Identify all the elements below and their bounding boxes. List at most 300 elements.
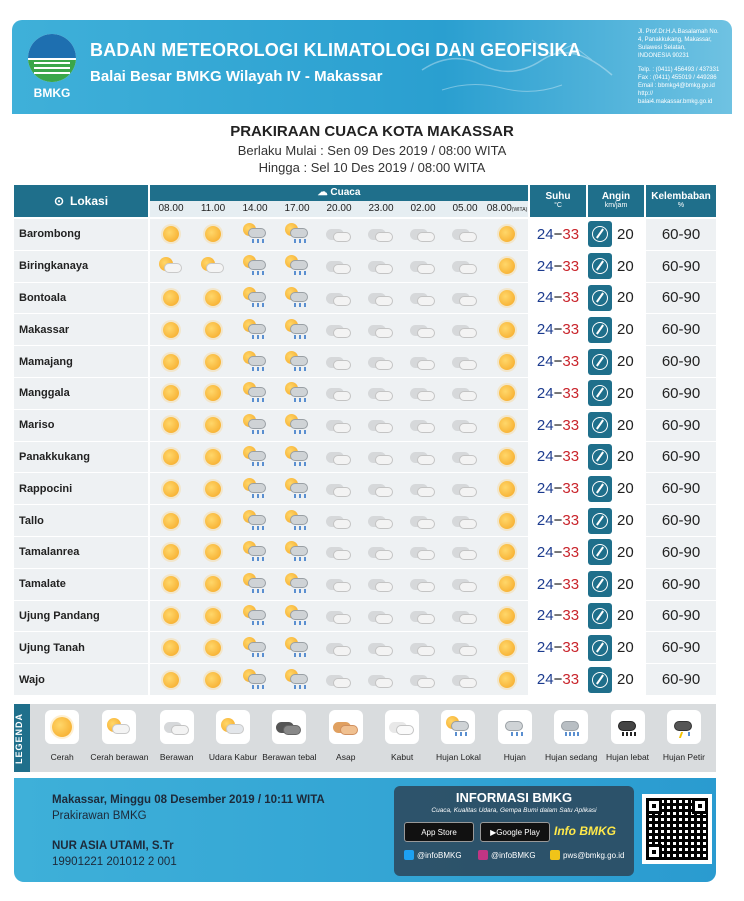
wind xyxy=(588,569,644,600)
weather-cell xyxy=(444,543,486,561)
humidity: 60-90 xyxy=(646,664,716,695)
hour-labels xyxy=(150,201,528,217)
weather-icons xyxy=(150,314,528,345)
table-row xyxy=(14,410,716,442)
weather-cell xyxy=(318,289,360,307)
cloudy-icon xyxy=(326,575,352,593)
temperature: 24 − 33 xyxy=(530,283,586,314)
weather-cell xyxy=(234,287,276,309)
location-name: Wajo xyxy=(14,664,148,695)
weather-icons xyxy=(150,569,528,600)
weather-cell xyxy=(150,417,192,433)
weather-cell xyxy=(444,575,486,593)
cloudy-icon xyxy=(410,671,436,689)
temp-min: 24 xyxy=(536,448,554,466)
weather-cell xyxy=(150,608,192,624)
cloudy-icon xyxy=(326,512,352,530)
wind-speed: 20 xyxy=(617,639,634,657)
sunny-icon xyxy=(163,354,179,370)
sunny-icon xyxy=(163,322,179,338)
light-rain-icon xyxy=(285,319,309,341)
temp-max: 33 xyxy=(562,416,580,434)
weather-cell xyxy=(486,385,528,401)
sunny-icon xyxy=(499,322,515,338)
light-rain-icon xyxy=(285,446,309,468)
table-row xyxy=(14,537,716,569)
compass-icon xyxy=(588,603,612,629)
issued-date: Makassar, Minggu 08 Desember 2019 / 10:11 WITA xyxy=(52,794,325,806)
location-name: Tamalate xyxy=(14,569,148,600)
temp-min: 24 xyxy=(536,512,554,530)
hour-label: 08.00 xyxy=(158,203,184,214)
thunderstorm-icon xyxy=(672,716,696,738)
weather-cell xyxy=(150,385,192,401)
header-banner xyxy=(12,20,732,114)
location-name: Ujung Tanah xyxy=(14,632,148,663)
temp-min: 24 xyxy=(536,416,554,434)
haze-icon xyxy=(221,718,245,736)
weather-cell xyxy=(486,544,528,560)
humidity: 60-90 xyxy=(646,505,716,536)
sunny-icon xyxy=(205,322,221,338)
weather-cell xyxy=(150,544,192,560)
suhu-unit: °C xyxy=(554,202,562,209)
weather-cell xyxy=(192,449,234,465)
valid-from: Berlaku Mulai : Sen 09 Des 2019 / 08:00 WITA xyxy=(237,143,507,158)
humidity: 60-90 xyxy=(646,314,716,345)
weather-icons xyxy=(150,632,528,663)
smoke-icon xyxy=(333,718,359,736)
weather-cell xyxy=(444,512,486,530)
sunny-icon xyxy=(499,544,515,560)
compass-icon xyxy=(588,667,612,693)
weather-cell xyxy=(360,639,402,657)
temperature: 24 − 33 xyxy=(530,505,586,536)
weather-cell xyxy=(150,513,192,529)
temp-min: 24 xyxy=(536,257,554,275)
weather-cell xyxy=(234,382,276,404)
info-bmkg-app-label: Info BMKG xyxy=(554,824,616,838)
info-title: INFORMASI BMKG xyxy=(455,790,573,805)
forecaster-nip: 19901221 201012 2 001 xyxy=(52,856,177,868)
light-rain-icon xyxy=(285,637,309,659)
wind xyxy=(588,537,644,568)
light-rain-icon xyxy=(285,669,309,691)
wind xyxy=(588,664,644,695)
weather-cell xyxy=(234,255,276,277)
app-store-button[interactable]: App Store xyxy=(404,822,474,842)
weather-cell xyxy=(192,385,234,401)
weather-cell xyxy=(234,510,276,532)
table-row xyxy=(14,569,716,601)
address-line: INDONESIA 90231 xyxy=(638,53,690,59)
weather-cell xyxy=(318,353,360,371)
weather-cell xyxy=(318,225,360,243)
legend-item xyxy=(205,710,261,762)
weather-cell xyxy=(360,607,402,625)
cloudy-icon xyxy=(368,448,394,466)
cloudy-icon xyxy=(326,416,352,434)
weather-cell xyxy=(276,669,318,691)
weather-cell xyxy=(360,353,402,371)
compass-icon xyxy=(588,317,612,343)
weather-cell xyxy=(402,225,444,243)
weather-icon: ☁ xyxy=(317,187,331,198)
temperature: 24 − 33 xyxy=(530,537,586,568)
weather-cell xyxy=(402,543,444,561)
light-rain-icon xyxy=(285,351,309,373)
cloudy-icon xyxy=(326,353,352,371)
legend-icon-box xyxy=(385,710,419,744)
temp-max: 33 xyxy=(562,575,580,593)
phone-line: Telp. : (0411) 456493 / 437331 xyxy=(638,67,720,73)
sunny-icon xyxy=(52,717,72,737)
temp-min: 24 xyxy=(536,321,554,339)
wind-speed: 20 xyxy=(617,353,634,371)
wind-speed: 20 xyxy=(617,416,634,434)
weather-cell xyxy=(150,290,192,306)
location-name: Biringkanaya xyxy=(14,251,148,282)
weather-cell xyxy=(486,608,528,624)
legend-icon-box xyxy=(611,710,645,744)
weather-cell xyxy=(234,573,276,595)
cloudy-icon xyxy=(452,384,478,402)
temp-max: 33 xyxy=(562,480,580,498)
table-row xyxy=(14,251,716,283)
temp-max: 33 xyxy=(562,289,580,307)
legend-label: Cerah berawan xyxy=(90,752,149,762)
cloudy-icon xyxy=(452,289,478,307)
wind-speed: 20 xyxy=(617,448,634,466)
light-rain-icon xyxy=(243,669,267,691)
weather-cell xyxy=(360,448,402,466)
weather-cell xyxy=(192,226,234,242)
weather-cell xyxy=(150,640,192,656)
cloudy-icon xyxy=(368,416,394,434)
weather-cell xyxy=(192,354,234,370)
table-row xyxy=(14,314,716,346)
weather-cell xyxy=(444,257,486,275)
location-name: Manggala xyxy=(14,378,148,409)
header-kelembaban-label: Kelembaban xyxy=(651,191,711,202)
cloudy-icon xyxy=(326,384,352,402)
light-rain-icon xyxy=(285,382,309,404)
temp-min: 24 xyxy=(536,289,554,307)
weather-cell xyxy=(402,671,444,689)
temp-max: 33 xyxy=(562,543,580,561)
compass-icon xyxy=(588,380,612,406)
wind-speed: 20 xyxy=(617,543,634,561)
temperature: 24 − 33 xyxy=(530,664,586,695)
weather-cell xyxy=(402,384,444,402)
legend-icon-box xyxy=(498,710,532,744)
weather-cell xyxy=(276,223,318,245)
sunny-icon xyxy=(205,608,221,624)
temp-max: 33 xyxy=(562,353,580,371)
weather-cell xyxy=(318,321,360,339)
location-name: Ujung Pandang xyxy=(14,601,148,632)
compass-icon xyxy=(588,571,612,597)
header-suhu-label: Suhu xyxy=(545,191,571,202)
wind-speed: 20 xyxy=(617,480,634,498)
light-rain-icon xyxy=(243,382,267,404)
weather-icons xyxy=(150,442,528,473)
cloudy-icon xyxy=(368,639,394,657)
heavy-rain-icon xyxy=(616,716,640,738)
table-row xyxy=(14,346,716,378)
email-link[interactable]: pws@bmkg.go.id xyxy=(550,850,624,860)
weather-cell xyxy=(318,543,360,561)
location-name: Mariso xyxy=(14,410,148,441)
google-play-button[interactable]: ▶ Google Play xyxy=(480,822,550,842)
legend-icon-box xyxy=(441,710,475,744)
light-rain-icon xyxy=(285,605,309,627)
header-angin xyxy=(588,185,644,217)
sunny-icon xyxy=(205,481,221,497)
temp-max: 33 xyxy=(562,607,580,625)
header-lokasi-label: Lokasi xyxy=(70,194,109,208)
overcast-icon xyxy=(276,718,302,736)
temp-max: 33 xyxy=(562,384,580,402)
cloudy-icon xyxy=(452,225,478,243)
info-subtitle: Cuaca, Kualitas Udara, Gempa Bumi dalam Satu Aplikasi xyxy=(431,807,597,814)
weather-cell xyxy=(150,354,192,370)
weather-cell xyxy=(360,416,402,434)
twitter-link[interactable]: @infoBMKG xyxy=(404,850,462,860)
temp-max: 33 xyxy=(562,639,580,657)
weather-cell xyxy=(444,448,486,466)
cloudy-icon xyxy=(410,257,436,275)
cloudy-icon xyxy=(368,257,394,275)
weather-cell xyxy=(486,672,528,688)
weather-cell xyxy=(276,446,318,468)
sunny-icon xyxy=(205,576,221,592)
weather-cell xyxy=(234,223,276,245)
weather-icons xyxy=(150,346,528,377)
weather-cell xyxy=(234,541,276,563)
light-rain-icon xyxy=(285,510,309,532)
humidity: 60-90 xyxy=(646,251,716,282)
humidity: 60-90 xyxy=(646,537,716,568)
weather-cell xyxy=(486,354,528,370)
wind xyxy=(588,378,644,409)
sunny-icon xyxy=(205,449,221,465)
location-name: Mamajang xyxy=(14,346,148,377)
legend-title: LEGENDA xyxy=(14,704,30,772)
sunny-icon xyxy=(205,672,221,688)
cloudy-icon xyxy=(326,225,352,243)
cloudy-icon xyxy=(368,543,394,561)
compass-icon xyxy=(588,349,612,375)
header-suhu xyxy=(530,185,586,217)
table-row xyxy=(14,219,716,251)
weather-cell xyxy=(318,607,360,625)
cloudy-icon xyxy=(368,671,394,689)
cloudy-icon xyxy=(368,384,394,402)
wind-speed: 20 xyxy=(617,607,634,625)
weather-cell xyxy=(486,513,528,529)
weather-icons xyxy=(150,251,528,282)
header-cuaca xyxy=(150,185,528,217)
cloudy-icon xyxy=(368,575,394,593)
sunny-icon xyxy=(163,290,179,306)
footer xyxy=(14,778,716,882)
weather-cell xyxy=(402,353,444,371)
weather-cell xyxy=(486,449,528,465)
weather-cell xyxy=(402,639,444,657)
weather-cell xyxy=(276,573,318,595)
weather-cell xyxy=(402,607,444,625)
temperature: 24 − 33 xyxy=(530,251,586,282)
weather-cell xyxy=(444,289,486,307)
temperature: 24 − 33 xyxy=(530,473,586,504)
weather-cell xyxy=(486,258,528,274)
legend-item xyxy=(543,710,599,762)
table-row xyxy=(14,601,716,633)
humidity: 60-90 xyxy=(646,378,716,409)
cloudy-icon xyxy=(326,607,352,625)
location-name: Tamalanrea xyxy=(14,537,148,568)
weather-cell xyxy=(360,543,402,561)
wind-speed: 20 xyxy=(617,321,634,339)
table-row xyxy=(14,473,716,505)
angin-unit: km/jam xyxy=(604,202,628,209)
wind xyxy=(588,442,644,473)
cloudy-icon xyxy=(326,448,352,466)
light-rain-icon xyxy=(243,605,267,627)
weather-cell xyxy=(150,576,192,592)
weather-cell xyxy=(234,319,276,341)
cloudy-icon xyxy=(410,225,436,243)
weather-cell xyxy=(402,480,444,498)
fog-icon xyxy=(389,718,415,736)
weather-cell xyxy=(192,481,234,497)
weather-cell xyxy=(444,353,486,371)
table-row xyxy=(14,505,716,537)
temp-min: 24 xyxy=(536,607,554,625)
light-rain-icon xyxy=(285,287,309,309)
cloudy-icon xyxy=(326,543,352,561)
logo-text: BMKG xyxy=(33,86,71,100)
temp-max: 33 xyxy=(562,671,580,689)
weather-cell xyxy=(234,351,276,373)
hour-label: 08.00(WITA) xyxy=(486,203,528,214)
org-name: BADAN METEOROLOGI KLIMATOLOGI DAN GEOFISIKA xyxy=(90,40,581,60)
weather-cell xyxy=(234,446,276,468)
weather-cell xyxy=(360,225,402,243)
sunny-icon xyxy=(499,672,515,688)
temp-min: 24 xyxy=(536,384,554,402)
legend-item xyxy=(374,710,430,762)
weather-cell xyxy=(444,384,486,402)
light-rain-icon xyxy=(243,414,267,436)
weather-cell xyxy=(318,257,360,275)
weather-cell xyxy=(276,541,318,563)
sunny-icon xyxy=(163,417,179,433)
hour-label: 23.00 xyxy=(368,203,394,214)
cloudy-icon xyxy=(410,448,436,466)
temperature: 24 − 33 xyxy=(530,314,586,345)
weather-cell xyxy=(192,257,234,275)
temp-min: 24 xyxy=(536,543,554,561)
weather-cell xyxy=(444,321,486,339)
weather-cell xyxy=(486,640,528,656)
sunny-icon xyxy=(163,672,179,688)
weather-cell xyxy=(444,416,486,434)
weather-cell xyxy=(360,575,402,593)
location-name: Tallo xyxy=(14,505,148,536)
legend-label: Cerah xyxy=(50,752,74,762)
address-line: Jl. Prof.Dr.H.A.Basalamah No. xyxy=(638,29,719,35)
light-rain-icon xyxy=(243,351,267,373)
forecaster-role: Prakirawan BMKG xyxy=(52,810,147,822)
sunny-icon xyxy=(499,354,515,370)
weather-cell xyxy=(444,225,486,243)
cloudy-icon xyxy=(368,607,394,625)
legend-items xyxy=(34,710,712,762)
weather-cell xyxy=(150,226,192,242)
weather-cell xyxy=(150,322,192,338)
weather-cell xyxy=(192,672,234,688)
sunny-icon xyxy=(205,226,221,242)
sunny-icon xyxy=(499,449,515,465)
legend-label: Hujan Petir xyxy=(662,752,705,762)
wind xyxy=(588,410,644,441)
hour-label: 02.00 xyxy=(410,203,436,214)
sunny-icon xyxy=(499,258,515,274)
weather-cell xyxy=(402,321,444,339)
weather-icons xyxy=(150,378,528,409)
sunny-icon xyxy=(499,290,515,306)
qr-code xyxy=(642,794,712,864)
weather-cell xyxy=(318,480,360,498)
legend-icon-box xyxy=(554,710,588,744)
legend-item xyxy=(318,710,374,762)
location-name: Panakkukang xyxy=(14,442,148,473)
legend-item xyxy=(34,710,90,762)
legend-icon-box xyxy=(667,710,701,744)
weather-cell xyxy=(150,449,192,465)
light-rain-icon xyxy=(243,255,267,277)
temp-min: 24 xyxy=(536,575,554,593)
instagram-link[interactable]: @infoBMKG xyxy=(478,850,536,860)
weather-cell xyxy=(192,640,234,656)
weather-icons xyxy=(150,537,528,568)
cloudy-icon xyxy=(452,448,478,466)
cloudy-icon xyxy=(326,289,352,307)
location-name: Rappocini xyxy=(14,473,148,504)
twitter-icon xyxy=(404,850,414,860)
kelembaban-unit: % xyxy=(677,202,685,209)
weather-cell xyxy=(276,382,318,404)
cloudy-icon xyxy=(410,480,436,498)
sunny-icon xyxy=(163,513,179,529)
sunny-icon xyxy=(205,354,221,370)
legend-label: Hujan sedang xyxy=(544,752,598,762)
partly-cloudy-icon xyxy=(201,257,225,275)
legend-icon-box xyxy=(102,710,136,744)
weather-cell xyxy=(402,448,444,466)
cloudy-icon xyxy=(452,480,478,498)
sunny-icon xyxy=(499,226,515,242)
light-rain-icon xyxy=(243,510,267,532)
temperature: 24 − 33 xyxy=(530,219,586,250)
compass-icon xyxy=(588,221,612,247)
temp-min: 24 xyxy=(536,671,554,689)
weather-cell xyxy=(444,480,486,498)
hour-label: 11.00 xyxy=(200,203,226,214)
weather-cell xyxy=(486,322,528,338)
